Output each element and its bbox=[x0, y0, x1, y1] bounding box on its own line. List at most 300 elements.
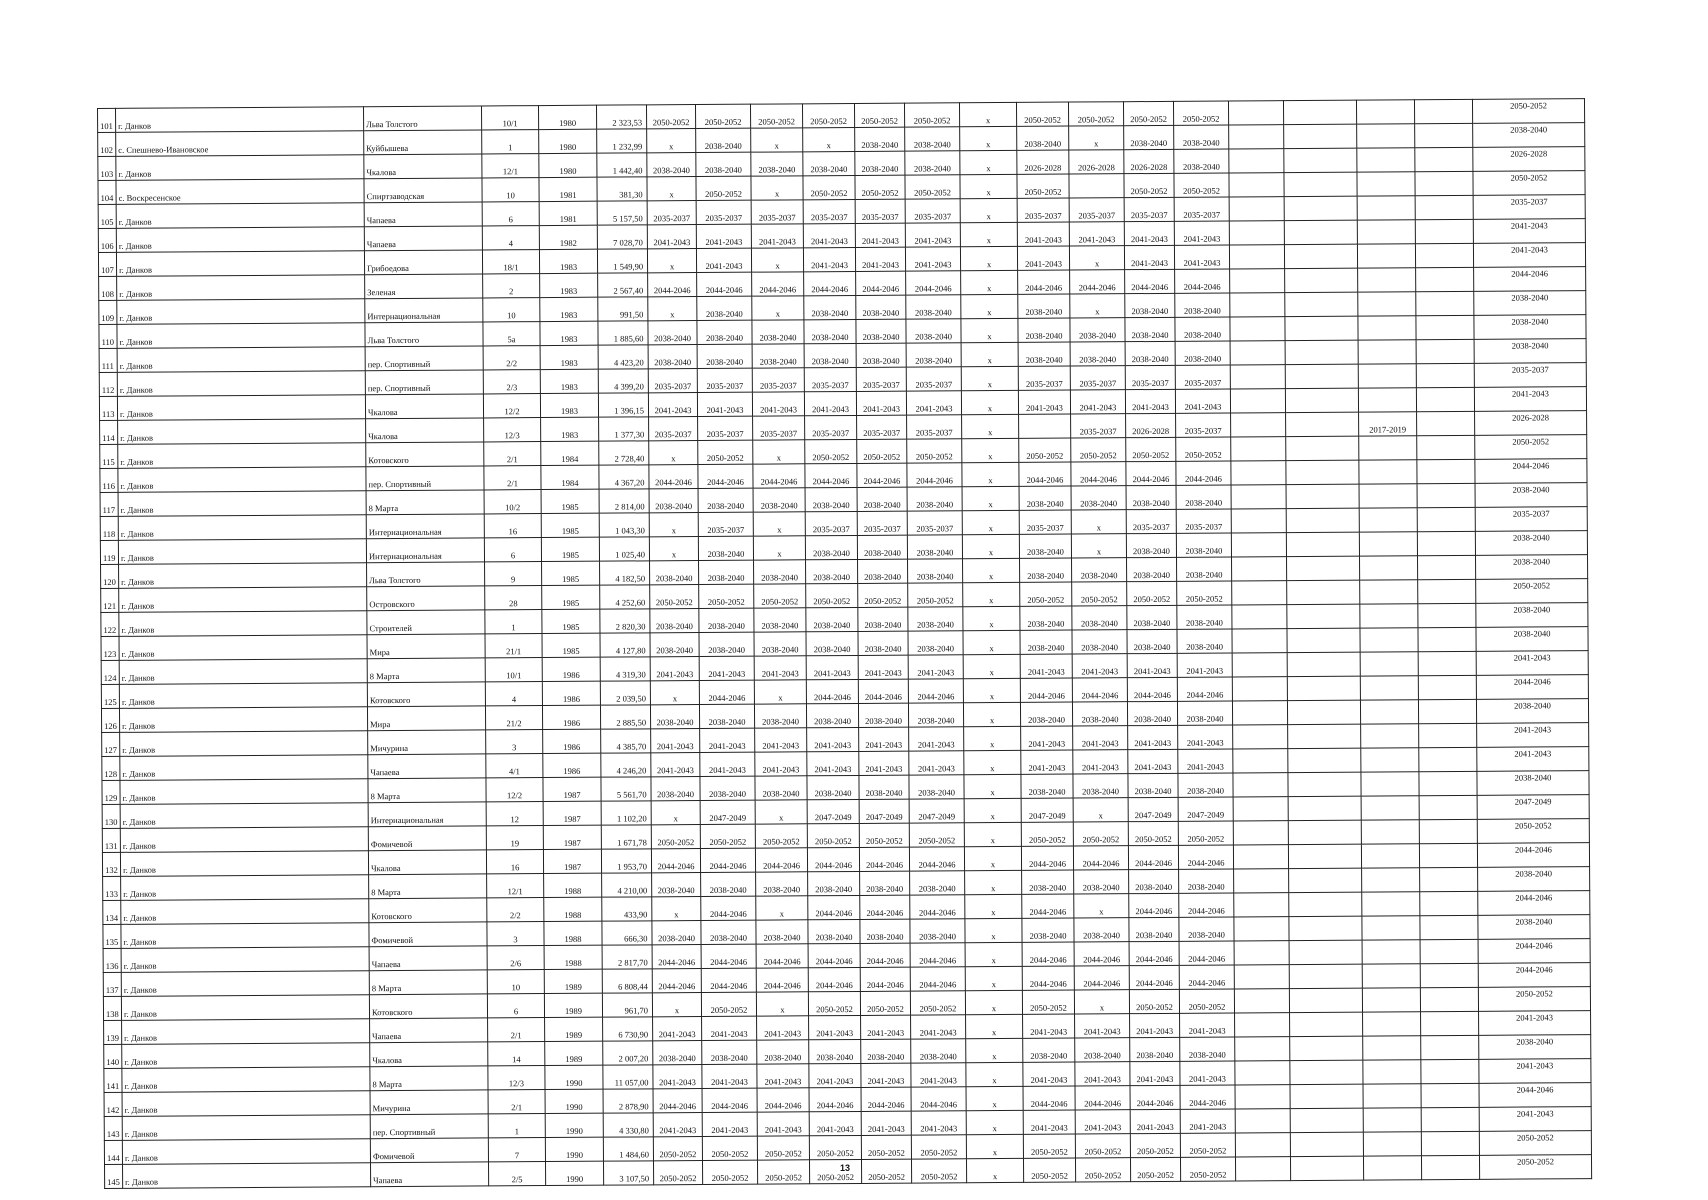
table-cell: 2035-2037 bbox=[804, 367, 856, 391]
table-cell: г. Данков bbox=[116, 203, 364, 229]
table-cell: 2041-2043 bbox=[700, 728, 755, 752]
table-cell: 102 bbox=[98, 132, 116, 156]
table-cell: 2038-2040 bbox=[1127, 629, 1177, 653]
table-cell: 2038-2040 bbox=[1072, 558, 1127, 582]
table-cell: 2038-2040 bbox=[906, 295, 961, 319]
table-cell: 2044-2046 bbox=[1075, 1086, 1130, 1110]
table-cell: 120 bbox=[101, 564, 119, 588]
table-cell bbox=[1418, 579, 1476, 603]
table-cell: 2050-2052 bbox=[860, 991, 910, 1015]
table-cell: 2038-2040 bbox=[698, 536, 753, 560]
table-cell: х bbox=[966, 1134, 1023, 1158]
table-cell: 2050-2052 bbox=[1127, 581, 1177, 605]
table-cell: г. Данков bbox=[116, 107, 364, 133]
table-cell: 3 107,50 bbox=[603, 1161, 653, 1185]
table-cell: 2041-2043 bbox=[1021, 750, 1073, 774]
table-cell: 2044-2046 bbox=[805, 463, 857, 487]
table-cell: 2050-2052 bbox=[1179, 989, 1234, 1013]
table-cell: х bbox=[965, 966, 1022, 990]
table-cell: 2038-2040 bbox=[907, 487, 962, 511]
table-cell: 2044-2046 bbox=[856, 271, 906, 295]
table-cell: 2038-2040 bbox=[1474, 315, 1586, 340]
table-cell: 2038-2040 bbox=[1126, 533, 1176, 557]
table-cell: 21/1 bbox=[485, 634, 542, 658]
table-cell: 2050-2052 bbox=[1174, 173, 1229, 197]
table-cell bbox=[1289, 988, 1362, 1012]
table-cell: 1 bbox=[482, 130, 539, 154]
table-cell: г. Данков bbox=[119, 659, 367, 685]
table-cell: 2038-2040 bbox=[1018, 342, 1070, 366]
table-cell bbox=[1417, 483, 1475, 507]
table-cell: 2044-2046 bbox=[701, 896, 756, 920]
table-cell: Интернациональная bbox=[368, 802, 486, 827]
table-cell: 2026-2028 bbox=[1473, 147, 1585, 172]
table-cell: 2041-2043 bbox=[859, 727, 909, 751]
table-cell bbox=[1421, 1011, 1479, 1035]
table-cell: х bbox=[965, 990, 1022, 1014]
table-cell: 2038-2040 bbox=[647, 153, 696, 177]
table-cell bbox=[1233, 749, 1288, 773]
table-cell bbox=[1417, 459, 1475, 483]
table-cell: 2038-2040 bbox=[857, 535, 907, 559]
table-cell: 2050-2052 bbox=[808, 991, 860, 1015]
table-cell: 2044-2046 bbox=[804, 271, 856, 295]
table-cell: 2038-2040 bbox=[856, 319, 906, 343]
table-cell: 2038-2040 bbox=[856, 343, 906, 367]
table-cell bbox=[1232, 557, 1287, 581]
table-cell: х bbox=[751, 128, 803, 152]
table-cell: 2038-2040 bbox=[856, 295, 906, 319]
table-cell: г. Данков bbox=[118, 539, 366, 565]
table-cell: 8 Марта bbox=[366, 490, 484, 515]
table-cell: 2041-2043 bbox=[1473, 219, 1585, 244]
table-cell: 135 bbox=[103, 924, 121, 948]
table-cell: 101 bbox=[98, 108, 116, 132]
table-cell: 2050-2052 bbox=[1130, 1133, 1180, 1157]
table-cell: Куйбышева bbox=[364, 130, 482, 155]
table-cell: г. Данков bbox=[122, 1043, 370, 1069]
table-cell: 2050-2052 bbox=[1017, 174, 1069, 198]
table-cell: 103 bbox=[98, 156, 116, 180]
table-cell: 8 Марта bbox=[367, 658, 485, 683]
table-cell: 2041-2043 bbox=[1178, 749, 1233, 773]
table-cell: 2044-2046 bbox=[1478, 939, 1590, 964]
table-cell: 1989 bbox=[545, 1017, 603, 1041]
table-cell: 2044-2046 bbox=[1020, 678, 1072, 702]
table-cell: 2038-2040 bbox=[806, 607, 858, 631]
table-cell: х bbox=[962, 414, 1019, 438]
table-cell: 2041-2043 bbox=[696, 248, 751, 272]
table-cell: 128 bbox=[102, 756, 120, 780]
table-cell: 121 bbox=[101, 588, 119, 612]
table-cell: 2035-2037 bbox=[805, 415, 857, 439]
table-cell bbox=[1421, 1131, 1479, 1155]
table-cell: 991,50 bbox=[598, 297, 648, 321]
table-cell: х bbox=[962, 534, 1019, 558]
table-cell: 2044-2046 bbox=[1178, 845, 1233, 869]
table-cell: 2050-2052 bbox=[696, 176, 751, 200]
table-cell bbox=[1360, 580, 1418, 604]
table-cell bbox=[1234, 989, 1289, 1013]
table-cell: 4 210,00 bbox=[602, 873, 652, 897]
table-cell: 1985 bbox=[542, 561, 600, 585]
table-cell: х bbox=[960, 150, 1017, 174]
table-cell: 2050-2052 bbox=[750, 104, 802, 128]
table-cell: 7 028,70 bbox=[597, 225, 647, 249]
table-cell: 12/3 bbox=[488, 1066, 545, 1090]
table-cell: 126 bbox=[101, 708, 119, 732]
table-cell bbox=[1284, 172, 1357, 196]
table-cell: 2044-2046 bbox=[652, 969, 701, 993]
table-cell: 2044-2046 bbox=[1177, 677, 1232, 701]
table-cell: 2038-2040 bbox=[697, 296, 752, 320]
table-cell: 2038-2040 bbox=[1018, 294, 1070, 318]
table-cell: 2041-2043 bbox=[648, 393, 697, 417]
table-cell: Фомичевой bbox=[370, 1138, 488, 1163]
table-cell: 2044-2046 bbox=[861, 1087, 911, 1111]
table-cell bbox=[1229, 221, 1284, 245]
table-cell: 2038-2040 bbox=[1074, 918, 1129, 942]
table-cell bbox=[1231, 485, 1286, 509]
table-cell: 2035-2037 bbox=[1474, 363, 1586, 388]
table-cell: 1980 bbox=[539, 129, 597, 153]
table-cell: 2044-2046 bbox=[1175, 269, 1230, 293]
table-cell: 2038-2040 bbox=[1175, 317, 1230, 341]
table-cell: 2050-2052 bbox=[1019, 438, 1071, 462]
table-cell: 2035-2037 bbox=[1071, 414, 1126, 438]
table-cell: 2050-2052 bbox=[861, 1135, 911, 1159]
table-cell: 666,30 bbox=[602, 921, 652, 945]
table-cell: х bbox=[966, 1062, 1023, 1086]
table-cell bbox=[1358, 340, 1416, 364]
table-cell: Спиртзаводская bbox=[364, 178, 482, 203]
table-cell: 2044-2046 bbox=[648, 273, 697, 297]
table-cell: 2041-2043 bbox=[1073, 750, 1128, 774]
table-cell: 2050-2052 bbox=[910, 991, 965, 1015]
table-cell bbox=[1289, 964, 1362, 988]
table-cell: х bbox=[966, 1038, 1023, 1062]
table-cell bbox=[1284, 148, 1357, 172]
table-cell: 2050-2052 bbox=[757, 1136, 809, 1160]
table-cell: 2038-2040 bbox=[908, 559, 963, 583]
table-cell: 381,30 bbox=[597, 177, 647, 201]
table-cell: 116 bbox=[100, 468, 118, 492]
table-cell: 2050-2052 bbox=[1126, 437, 1176, 461]
table-cell: 2035-2037 bbox=[1176, 509, 1231, 533]
table-cell: Чкалова bbox=[368, 850, 486, 875]
table-cell: 2035-2037 bbox=[856, 367, 906, 391]
table-cell bbox=[1363, 1132, 1421, 1156]
table-cell: г. Данков bbox=[118, 515, 366, 541]
table-cell: 3 bbox=[487, 922, 544, 946]
table-cell: х bbox=[960, 222, 1017, 246]
table-cell: 2 039,50 bbox=[600, 681, 650, 705]
table-cell: 2041-2043 bbox=[653, 1113, 702, 1137]
table-cell: 2038-2040 bbox=[648, 321, 697, 345]
table-cell: пер. Спортивный bbox=[370, 1114, 488, 1139]
table-cell bbox=[1287, 604, 1360, 628]
table-cell: 2035-2037 bbox=[905, 199, 960, 223]
table-cell bbox=[1361, 748, 1419, 772]
table-cell: 1985 bbox=[542, 585, 600, 609]
table-cell: 2041-2043 bbox=[1075, 1062, 1130, 1086]
table-cell bbox=[1420, 963, 1478, 987]
table-cell: 1981 bbox=[539, 201, 597, 225]
table-cell: х bbox=[649, 537, 698, 561]
table-cell: 2044-2046 bbox=[1127, 677, 1177, 701]
table-cell: 2035-2037 bbox=[753, 416, 805, 440]
table-cell: 2038-2040 bbox=[1124, 125, 1174, 149]
table-cell: 2050-2052 bbox=[1177, 581, 1232, 605]
table-cell: 2044-2046 bbox=[860, 967, 910, 991]
table-cell: 2038-2040 bbox=[1017, 126, 1069, 150]
table-cell: 1 885,60 bbox=[598, 321, 648, 345]
table-cell: 2041-2043 bbox=[909, 727, 964, 751]
table-cell bbox=[1421, 1083, 1479, 1107]
table-cell: 4 367,20 bbox=[599, 465, 649, 489]
table-cell: х bbox=[1069, 126, 1124, 150]
table-cell bbox=[1235, 1157, 1290, 1181]
table-cell: 2044-2046 bbox=[1023, 1086, 1075, 1110]
table-cell: 2050-2052 bbox=[1477, 819, 1589, 844]
table-cell: 2047-2049 bbox=[1128, 797, 1178, 821]
table-cell: 2050-2052 bbox=[757, 1160, 809, 1184]
table-cell: 5а bbox=[483, 322, 540, 346]
table-cell: 2044-2046 bbox=[756, 944, 808, 968]
table-cell bbox=[1363, 1036, 1421, 1060]
table-cell: 2041-2043 bbox=[1180, 1109, 1235, 1133]
table-cell bbox=[1288, 844, 1361, 868]
table-cell: 2044-2046 bbox=[649, 465, 698, 489]
table-cell bbox=[1284, 124, 1357, 148]
table-cell: 10 bbox=[487, 970, 544, 994]
table-cell: Интернациональная bbox=[366, 538, 484, 563]
table-cell: 2038-2040 bbox=[860, 871, 910, 895]
table-cell: 2044-2046 bbox=[698, 464, 753, 488]
table-cell: г. Данков bbox=[121, 947, 369, 973]
table-cell: 1 442,40 bbox=[597, 153, 647, 177]
table-cell: 2038-2040 bbox=[1020, 606, 1072, 630]
table-cell: Котовского bbox=[369, 898, 487, 923]
table-cell: 2038-2040 bbox=[908, 607, 963, 631]
table-cell bbox=[1290, 1108, 1363, 1132]
table-cell bbox=[1231, 437, 1286, 461]
table-cell: 2038-2040 bbox=[1070, 318, 1125, 342]
table-cell: 2044-2046 bbox=[700, 848, 755, 872]
table-cell: 2038-2040 bbox=[650, 561, 699, 585]
table-cell bbox=[1361, 772, 1419, 796]
table-cell bbox=[1230, 365, 1285, 389]
table-cell: 2050-2052 bbox=[653, 1137, 702, 1161]
table-cell: 2041-2043 bbox=[1023, 1110, 1075, 1134]
table-cell: х bbox=[961, 270, 1018, 294]
table-cell: 1989 bbox=[544, 993, 602, 1017]
table-cell: 2050-2052 bbox=[861, 1159, 911, 1183]
table-cell: 1983 bbox=[540, 369, 598, 393]
table-cell: 2038-2040 bbox=[1474, 339, 1586, 364]
table-cell: 2044-2046 bbox=[756, 968, 808, 992]
table-cell bbox=[1361, 844, 1419, 868]
table-cell: 8 Марта bbox=[368, 778, 486, 803]
table-cell bbox=[1419, 795, 1477, 819]
table-cell: 2035-2037 bbox=[1017, 198, 1069, 222]
table-cell: 2038-2040 bbox=[696, 128, 751, 152]
table-cell: 2044-2046 bbox=[701, 968, 756, 992]
table-cell: 2038-2040 bbox=[754, 704, 806, 728]
table-cell: 2038-2040 bbox=[650, 633, 699, 657]
table-cell: х bbox=[651, 801, 700, 825]
table-cell bbox=[1285, 364, 1358, 388]
table-cell: 2050-2052 bbox=[1478, 987, 1590, 1012]
table-cell bbox=[1285, 316, 1358, 340]
table-cell: 1985 bbox=[541, 537, 599, 561]
table-cell: 2050-2052 bbox=[909, 823, 964, 847]
table-cell: 3 bbox=[486, 730, 543, 754]
table-cell: х bbox=[963, 558, 1020, 582]
table-cell: 2038-2040 bbox=[806, 559, 858, 583]
table-cell bbox=[1357, 172, 1415, 196]
table-cell: 2041-2043 bbox=[699, 656, 754, 680]
table-cell: 1986 bbox=[542, 705, 600, 729]
table-cell: х bbox=[753, 512, 805, 536]
table-cell bbox=[1232, 677, 1287, 701]
table-cell: 2026-2028 bbox=[1124, 149, 1174, 173]
table-cell: 2038-2040 bbox=[1479, 1035, 1591, 1060]
table-cell: 1 bbox=[488, 1114, 545, 1138]
table-cell: 2044-2046 bbox=[910, 967, 965, 991]
table-cell bbox=[1288, 820, 1361, 844]
table-cell: 2050-2052 bbox=[651, 825, 700, 849]
table-cell: 2041-2043 bbox=[855, 247, 905, 271]
table-cell: х bbox=[963, 678, 1020, 702]
table-cell: 14 bbox=[488, 1042, 545, 1066]
table-cell: 2035-2037 bbox=[751, 200, 803, 224]
table-cell bbox=[1359, 460, 1417, 484]
table-cell: 1983 bbox=[540, 297, 598, 321]
table-cell: 2041-2043 bbox=[1476, 651, 1588, 676]
table-cell bbox=[1362, 892, 1420, 916]
table-cell: 10/1 bbox=[481, 106, 538, 130]
table-cell: 2035-2037 bbox=[857, 415, 907, 439]
table-cell bbox=[1362, 916, 1420, 940]
table-cell: 21/2 bbox=[485, 706, 542, 730]
table-cell: 2017-2019 bbox=[1359, 412, 1417, 436]
table-cell: г. Данков bbox=[119, 707, 367, 733]
table-cell: 2041-2043 bbox=[757, 1016, 809, 1040]
table-cell: 1989 bbox=[545, 1041, 603, 1065]
table-cell: 2041-2043 bbox=[859, 751, 909, 775]
table-cell: 1990 bbox=[545, 1161, 603, 1185]
table-cell: 127 bbox=[102, 732, 120, 756]
table-cell: 2026-2028 bbox=[1475, 411, 1587, 436]
table-cell: 2035-2037 bbox=[1124, 197, 1174, 221]
table-cell: 1 953,70 bbox=[601, 849, 651, 873]
table-cell: 2038-2040 bbox=[1475, 555, 1587, 580]
table-cell: 2044-2046 bbox=[1022, 966, 1074, 990]
table-cell: 2050-2052 bbox=[701, 992, 756, 1016]
table-cell: 2044-2046 bbox=[699, 680, 754, 704]
table-cell: Строителей bbox=[367, 610, 485, 635]
table-cell: х bbox=[1071, 534, 1126, 558]
table-cell: 2041-2043 bbox=[1018, 390, 1070, 414]
table-cell: 1983 bbox=[540, 393, 598, 417]
table-cell: х bbox=[964, 774, 1021, 798]
table-cell: 4 385,70 bbox=[601, 729, 651, 753]
table-cell: Зеленая bbox=[365, 274, 483, 299]
table-cell: 2038-2040 bbox=[1018, 318, 1070, 342]
table-cell: х bbox=[648, 297, 697, 321]
table-cell: 2038-2040 bbox=[804, 295, 856, 319]
table-cell: х bbox=[966, 1110, 1023, 1134]
table-cell bbox=[1419, 771, 1477, 795]
table-cell: 2050-2052 bbox=[809, 1135, 861, 1159]
table-cell: 2044-2046 bbox=[1072, 678, 1127, 702]
table-cell: х bbox=[963, 582, 1020, 606]
table-cell: 6 bbox=[487, 994, 544, 1018]
table-cell: 2050-2052 bbox=[855, 175, 905, 199]
table-cell bbox=[1229, 125, 1284, 149]
table-cell: 2038-2040 bbox=[808, 871, 860, 895]
table-cell: 2050-2052 bbox=[1128, 821, 1178, 845]
table-cell: 140 bbox=[104, 1044, 122, 1068]
table-cell: 1983 bbox=[541, 417, 599, 441]
table-cell bbox=[1417, 435, 1475, 459]
table-cell: 2041-2043 bbox=[1175, 389, 1230, 413]
table-cell: 2038-2040 bbox=[1179, 917, 1234, 941]
table-cell: 1988 bbox=[544, 945, 602, 969]
table-cell: 2044-2046 bbox=[809, 1087, 861, 1111]
table-cell: 2041-2043 bbox=[755, 728, 807, 752]
table-cell: 2050-2052 bbox=[702, 1136, 757, 1160]
table-cell: 124 bbox=[101, 660, 119, 684]
table-cell: 2050-2052 bbox=[908, 583, 963, 607]
table-cell: 2041-2043 bbox=[653, 1065, 702, 1089]
table-cell: 2044-2046 bbox=[1019, 462, 1071, 486]
table-cell: 2044-2046 bbox=[858, 679, 908, 703]
table-cell: 2044-2046 bbox=[1129, 941, 1179, 965]
table-cell: 2041-2043 bbox=[1021, 726, 1073, 750]
table-cell: 1987 bbox=[543, 801, 601, 825]
table-cell: 2041-2043 bbox=[751, 224, 803, 248]
table-cell: г. Данков bbox=[118, 491, 366, 517]
table-cell: 2041-2043 bbox=[650, 657, 699, 681]
table-cell: 9 bbox=[485, 562, 542, 586]
table-cell: 143 bbox=[104, 1116, 122, 1140]
table-cell: 2041-2043 bbox=[905, 247, 960, 271]
table-cell: 2050-2052 bbox=[857, 439, 907, 463]
table-cell: 131 bbox=[102, 828, 120, 852]
table-cell: х bbox=[966, 1158, 1023, 1182]
table-cell: 2050-2052 bbox=[1075, 1158, 1130, 1182]
table-cell: 123 bbox=[101, 636, 119, 660]
table-cell: Льва Толстого bbox=[365, 322, 483, 347]
table-cell: 2041-2043 bbox=[1130, 1109, 1180, 1133]
table-cell bbox=[1416, 339, 1474, 363]
table-cell: г. Данков bbox=[117, 347, 365, 373]
table-cell: 2050-2052 bbox=[695, 104, 750, 128]
table-cell bbox=[1421, 1107, 1479, 1131]
table-cell: 2038-2040 bbox=[757, 1040, 809, 1064]
table-cell: 2038-2040 bbox=[1128, 773, 1178, 797]
table-cell bbox=[1361, 796, 1419, 820]
table-cell: 144 bbox=[104, 1140, 122, 1164]
table-cell: х bbox=[756, 992, 808, 1016]
table-cell: 2035-2037 bbox=[1070, 366, 1125, 390]
table-cell: 2044-2046 bbox=[1070, 270, 1125, 294]
table-cell: г. Данков bbox=[120, 803, 368, 829]
table-cell: 133 bbox=[103, 876, 121, 900]
table-cell: 2041-2043 bbox=[1125, 389, 1175, 413]
